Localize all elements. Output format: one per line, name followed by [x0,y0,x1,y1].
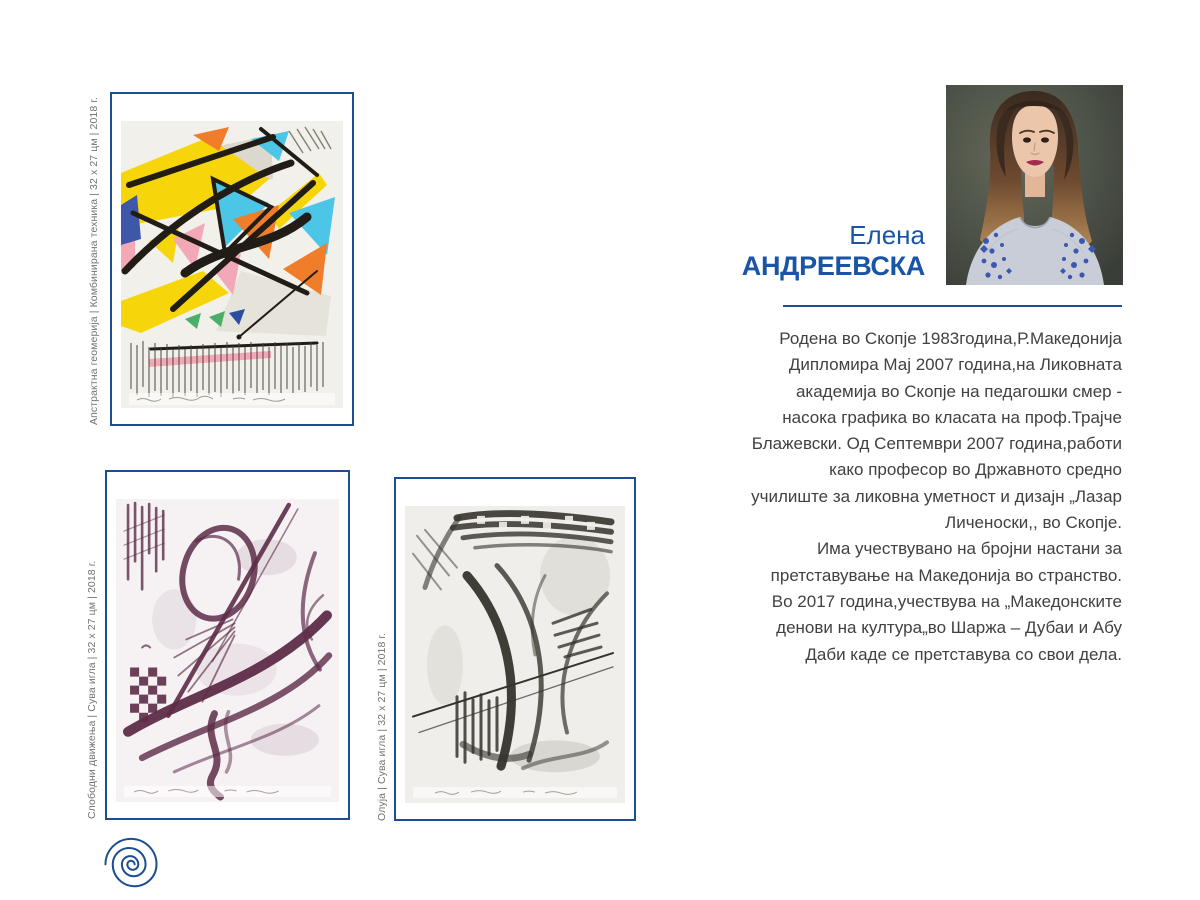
artwork-image-storm [405,506,625,803]
artist-last-name: АНДРЕЕВСКА [741,251,925,281]
bio-line: Личеноски,, во Скопје. [945,513,1122,533]
bio-line: Дипломира Мај 2007 година,на Ликовната [788,355,1122,375]
bio-line: Блажевски. Од Септември 2007 година,работи [751,434,1122,454]
artwork-caption-1: Апстрактна геомерија | Комбинирана техника | 32 x 27 цм | 2018 г. [88,97,100,425]
artist-biography [722,326,1122,668]
bio-line: претставување на Македонија во странство. [770,565,1122,585]
bio-line: училиште за ликовна уметност и дизајн „Лазар [751,486,1122,506]
bio-line: како професор во Државното средно [829,460,1122,480]
bio-line: Даби каде се претставува со свои дела. [805,644,1122,664]
bio-line: академија во Скопје на педагошки смер - [795,381,1122,401]
section-divider-line [783,305,1122,307]
artist-portrait-image [946,85,1123,285]
bio-line: денови на култура„во Шаржа – Дубаи и Абу [776,618,1122,638]
artist-photo [946,85,1123,285]
artwork-caption-3: Олуја | Сува игла | 32 x 27 цм | 2018 г. [376,632,388,821]
artist-name [600,221,925,281]
nautilus-icon [100,837,162,892]
artwork-frame-2 [105,470,350,820]
bio-line: Родена во Скопје 1983година,Р.Македонија [779,329,1122,348]
artwork-image-free-movements [116,499,339,802]
artwork-caption-2: Слободни движења | Сува игла | 32 x 27 цм | 2018 г. [86,560,98,819]
artwork-frame-3 [394,477,636,821]
bio-line: Има учествувано на бројни настани за [816,539,1122,559]
artwork-image-abstract-geometry [121,121,343,408]
bio-line: Во 2017 година,учествува на „Македонските [771,591,1122,611]
artist-first-name: Елена [849,220,925,250]
bio-line: насока графика во класата на проф.Трајче [782,407,1122,427]
nautilus-spiral-logo [100,837,162,890]
artwork-frame-1 [110,92,354,426]
